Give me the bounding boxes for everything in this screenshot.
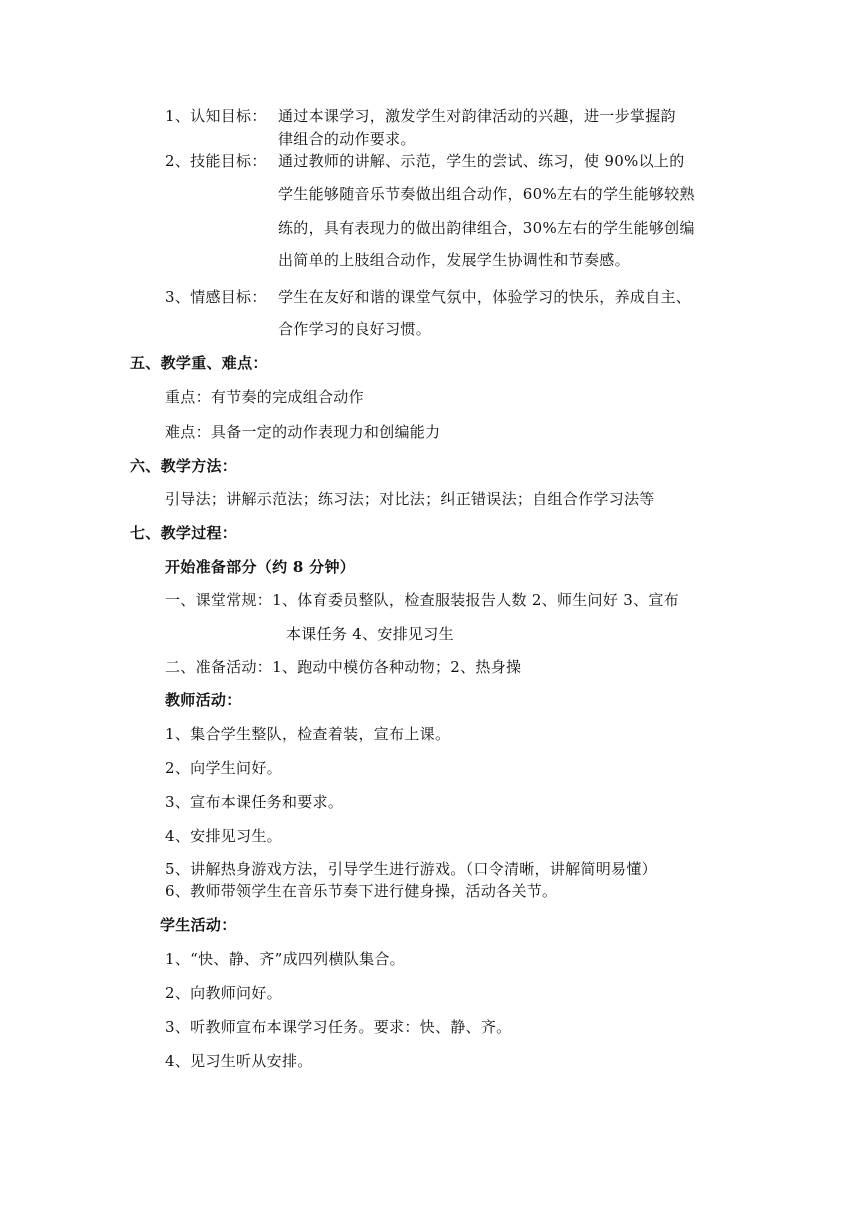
student-activity-item: 2、向教师问好。 (165, 984, 282, 1002)
teacher-activity-item: 6、教师带领学生在音乐节奏下进行健身操，活动各关节。 (165, 882, 558, 900)
section-heading-teaching-process: 七、教学过程： (130, 524, 238, 542)
teacher-activity-item: 5、讲解热身游戏方法，引导学生进行游戏。（口令清晰，讲解简明易懂） (165, 860, 657, 878)
objective-cognitive-label: 1、认知目标： (165, 107, 267, 125)
student-activity-item: 3、听教师宣布本课学习任务。要求：快、静、齐。 (165, 1018, 512, 1036)
student-activity-item: 1、“快、静、齐”成四列横队集合。 (165, 950, 405, 968)
objective-affective-line: 学生在友好和谐的课堂气氛中，体验学习的快乐，养成自主、 (278, 288, 692, 306)
teacher-activity-item: 4、安排见习生。 (165, 827, 282, 845)
objective-skill-line: 练的，具有表现力的做出韵律组合，30%左右的学生能够创编 (278, 219, 695, 237)
difficult-point: 难点：具备一定的动作表现力和创编能力 (165, 423, 441, 441)
objective-skill-line: 学生能够随音乐节奏做出组合动作，60%左右的学生能够较熟 (278, 185, 695, 203)
classroom-routine: 本课任务 4、安排见习生 (286, 625, 454, 643)
teacher-activity-item: 3、宣布本课任务和要求。 (165, 793, 344, 811)
classroom-routine: 一、课堂常规：1、体育委员整队，检查服装报告人数 2、师生问好 3、宣布 (165, 591, 679, 609)
part-title-preparation: 开始准备部分（约 8 分钟） (165, 558, 356, 576)
warmup-activity: 二、准备活动：1、跑动中模仿各种动物；2、热身操 (165, 658, 522, 676)
teacher-activity-item: 2、向学生问好。 (165, 759, 282, 777)
teaching-methods-text: 引导法；讲解示范法；练习法；对比法；纠正错误法；自组合作学习法等 (165, 490, 655, 508)
key-point: 重点：有节奏的完成组合动作 (165, 388, 364, 406)
student-activity-item: 4、见习生听从安排。 (165, 1052, 313, 1070)
objective-cognitive-line: 通过本课学习，激发学生对韵律活动的兴趣，进一步掌握韵 (278, 107, 676, 125)
teacher-activity-item: 1、集合学生整队，检查着装，宣布上课。 (165, 725, 451, 743)
objective-affective-label: 3、情感目标： (165, 288, 267, 306)
section-heading-key-difficult-points: 五、教学重、难点： (130, 354, 268, 372)
objective-skill-line: 通过教师的讲解、示范，学生的尝试、练习，使 90%以上的 (278, 152, 685, 170)
section-heading-teaching-methods: 六、教学方法： (130, 457, 238, 475)
teacher-activities-heading: 教师活动： (165, 691, 242, 709)
objective-skill-label: 2、技能目标： (165, 152, 267, 170)
student-activities-heading: 学生活动： (160, 916, 237, 934)
objective-affective-line: 合作学习的良好习惯。 (278, 320, 432, 338)
objective-skill-line: 出简单的上肢组合动作，发展学生协调性和节奏感。 (278, 251, 630, 269)
objective-cognitive-line: 律组合的动作要求。 (278, 130, 416, 148)
